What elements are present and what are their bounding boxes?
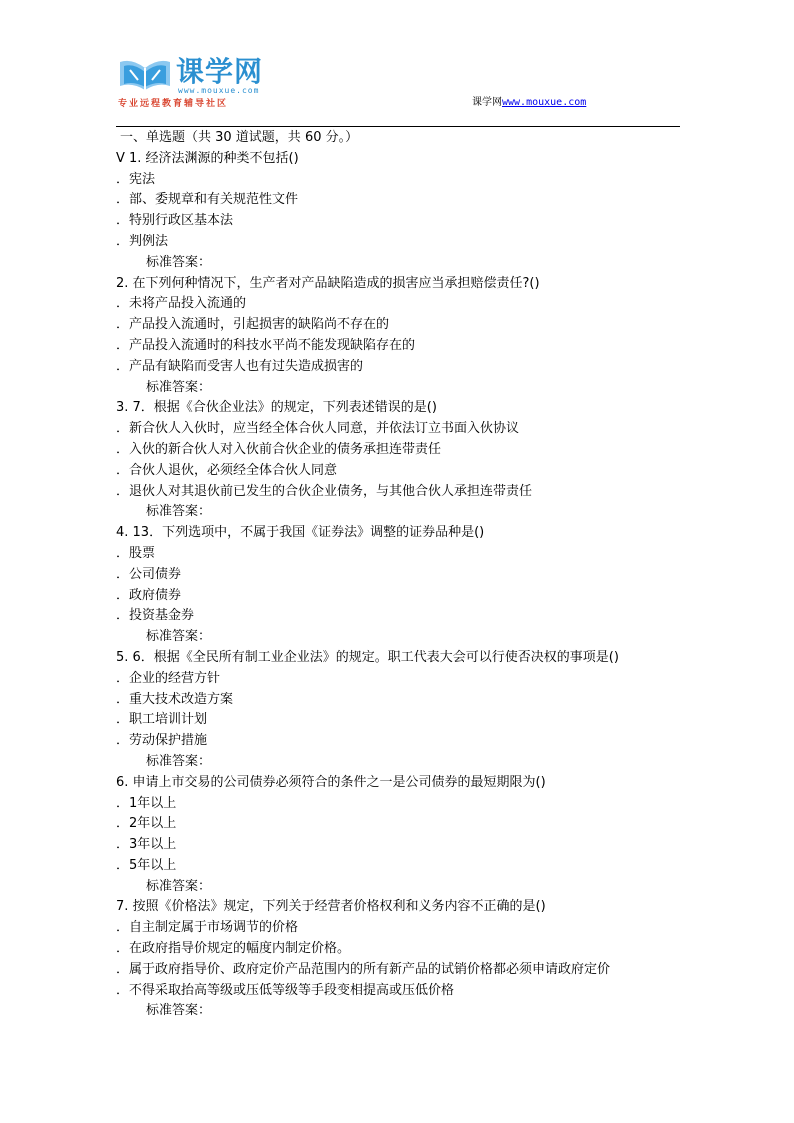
option-a: ．未将产品投入流通的: [116, 296, 247, 312]
exam-content: [116, 128, 686, 1022]
question-4: [116, 523, 686, 648]
logo-slogan: 专业远程教育辅导社区: [118, 99, 229, 109]
option-d: ．判例法: [116, 233, 169, 249]
question-stem: 4. 13．下列选项中，不属于我国《证券法》调整的证券品种是(): [116, 525, 485, 541]
option-a: ．1年以上: [116, 795, 177, 811]
question-stem: 3. 7．根据《合伙企业法》的规定，下列表述错误的是(): [116, 400, 437, 416]
question-6: [116, 773, 686, 898]
answer-label: 标准答案：: [146, 753, 212, 769]
site-url-link[interactable]: www.mouxue.com: [502, 97, 587, 108]
question-2: [116, 274, 686, 399]
option-b: ．2年以上: [116, 816, 177, 832]
option-c: ．属于政府指导价、政府定价产品范围内的所有新产品的试销价格都必须申请政府定价: [116, 961, 611, 977]
option-c: ．合伙人退伙，必须经全体合伙人同意: [116, 462, 338, 478]
book-logo-icon: [116, 56, 174, 92]
logo-url: www.mouxue.com: [178, 86, 260, 95]
option-a: ．自主制定属于市场调节的价格: [116, 920, 299, 936]
question-stem: V 1. 经济法渊源的种类不包括(): [116, 150, 299, 166]
question-5: [116, 648, 686, 773]
question-stem: 2. 在下列何种情况下，生产者对产品缺陷造成的损害应当承担赔偿责任?(): [116, 275, 540, 291]
option-c: ．3年以上: [116, 837, 177, 853]
option-c: ．政府债券: [116, 587, 182, 603]
answer-label: 标准答案：: [146, 504, 212, 520]
answer-label: 标准答案：: [146, 878, 212, 894]
option-b: ．公司债券: [116, 566, 182, 582]
header-divider: [116, 126, 680, 127]
option-a: ．宪法: [116, 171, 156, 187]
option-b: ．产品投入流通时，引起损害的缺陷尚不存在的: [116, 317, 390, 333]
site-label: 课学网: [472, 97, 502, 108]
answer-label: 标准答案：: [146, 379, 212, 395]
option-c: ．职工培训计划: [116, 712, 208, 728]
site-logo: [116, 56, 286, 110]
option-c: ．特别行政区基本法: [116, 213, 234, 229]
option-a: ．股票: [116, 545, 156, 561]
section-title: 一、单选题（共 30 道试题，共 60 分。）: [120, 130, 359, 145]
answer-label: 标准答案：: [146, 254, 212, 270]
question-7: [116, 897, 686, 1022]
option-d: ．劳动保护措施: [116, 733, 208, 749]
question-stem: 5. 6．根据《全民所有制工业企业法》的规定。职工代表大会可以行使否决权的事项是(): [116, 649, 619, 665]
question-stem: 6. 申请上市交易的公司债券必须符合的条件之一是公司债券的最短期限为(): [116, 774, 546, 790]
option-b: ．入伙的新合伙人对入伙前合伙企业的债务承担连带责任: [116, 441, 442, 457]
option-d: ．投资基金券: [116, 608, 195, 624]
option-d: ．不得采取抬高等级或压低等级等手段变相提高或压低价格: [116, 982, 455, 998]
option-b: ．部、委规章和有关规范性文件: [116, 192, 299, 208]
option-a: ．新合伙人入伙时，应当经全体合伙人同意，并依法订立书面入伙协议: [116, 421, 520, 437]
option-d: ．产品有缺陷而受害人也有过失造成损害的: [116, 358, 364, 374]
option-b: ．在政府指导价规定的幅度内制定价格。: [116, 941, 351, 957]
header-site-link: [472, 96, 586, 110]
option-a: ．企业的经营方针: [116, 670, 221, 686]
answer-label: 标准答案：: [146, 629, 212, 645]
option-b: ．重大技术改造方案: [116, 691, 234, 707]
option-d: ．退伙人对其退伙前已发生的合伙企业债务，与其他合伙人承担连带责任: [116, 483, 533, 499]
question-1: [116, 149, 686, 274]
option-c: ．产品投入流通时的科技水平尚不能发现缺陷存在的: [116, 337, 416, 353]
question-stem: 7. 按照《价格法》规定，下列关于经营者价格权利和义务内容不正确的是(): [116, 899, 546, 915]
answer-label: 标准答案：: [146, 1003, 212, 1019]
option-d: ．5年以上: [116, 857, 177, 873]
question-3: [116, 398, 686, 523]
logo-text: 课学网: [176, 55, 264, 88]
